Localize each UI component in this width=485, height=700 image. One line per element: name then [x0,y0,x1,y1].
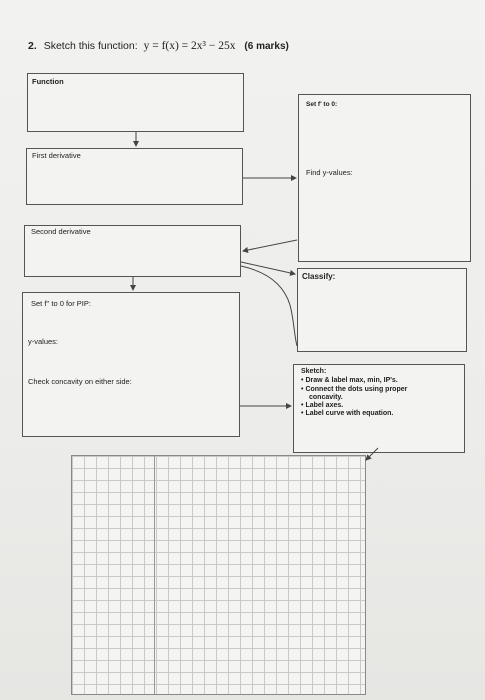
question-marks: (6 marks) [244,41,289,52]
sketch-item: • Label curve with equation. [301,410,394,418]
y-values-label: y-values: [28,337,59,346]
sketch-heading: Sketch: [301,368,327,375]
function-equation: y = f(x) = 2x³ − 25x [143,40,236,52]
set-first-derivative-label: Set f' to 0: [306,101,338,108]
sketch-item-continuation: concavity. [309,393,343,401]
question-prompt: Sketch this function: [43,40,138,52]
sketch-item: • Label axes. [301,402,344,410]
find-y-values-label: Find y-values: [306,168,353,177]
arrow-sketch-to-graph [366,448,378,460]
arrow-critical-to-second [243,240,297,251]
sketch-item: • Draw & label max, min, IP's. [301,377,398,385]
sketch-item: • Connect the dots using proper [301,385,408,393]
second-derivative-label: Second derivative [31,227,91,236]
connector-second-to-classify-curve [241,266,297,346]
classify-label: Classify: [302,272,336,281]
first-derivative-label: First derivative [32,151,81,160]
question-number: 2. [28,40,37,52]
set-second-derivative-label: Set f'' to 0 for PIP: [31,299,91,308]
function-label: Function [32,77,64,86]
check-concavity-label: Check concavity on either side: [28,377,132,386]
